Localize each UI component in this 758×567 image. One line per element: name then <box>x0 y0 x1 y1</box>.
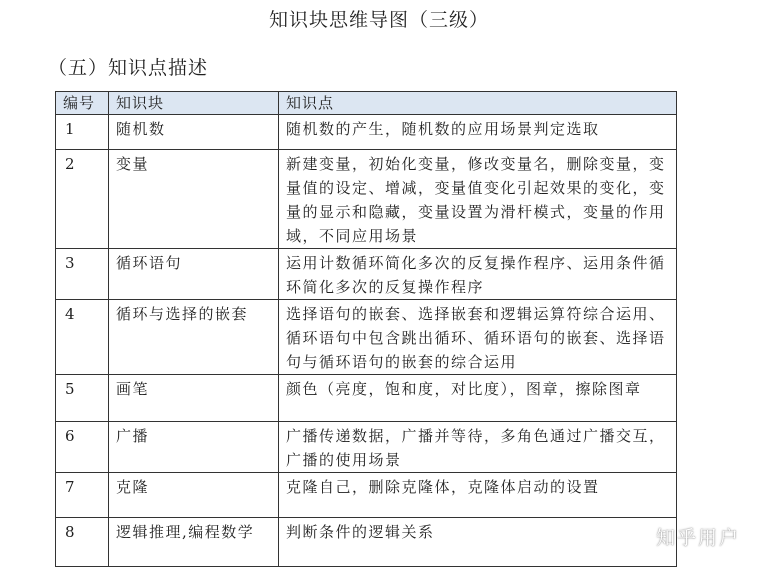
section-heading: （五）知识点描述 <box>48 57 209 79</box>
row-knowledge-block: 克隆 <box>109 473 279 518</box>
row-knowledge-point: 克隆自己，删除克隆体，克隆体启动的设置 <box>279 473 677 518</box>
header-knowledge-point: 知识点 <box>279 92 677 115</box>
table-row <box>56 300 677 375</box>
row-knowledge-block: 逻辑推理,编程数学 <box>109 518 279 567</box>
table-header-row <box>56 92 677 115</box>
row-knowledge-block: 随机数 <box>109 115 279 150</box>
table-row <box>56 422 677 473</box>
watermark: 知乎用户 <box>655 527 740 549</box>
row-number: 2 <box>56 150 109 249</box>
table-row <box>56 150 677 249</box>
row-knowledge-block: 循环与选择的嵌套 <box>109 300 279 375</box>
row-knowledge-point: 随机数的产生，随机数的应用场景判定选取 <box>279 115 677 150</box>
row-knowledge-block: 广播 <box>109 422 279 473</box>
row-knowledge-block: 变量 <box>109 150 279 249</box>
row-knowledge-point: 新建变量，初始化变量，修改变量名，删除变量，变量值的设定、增减，变量值变化引起效果的变化，变量的显示和隐藏，变量设置为滑杆模式，变量的作用域，不同应用场景 <box>279 150 677 249</box>
row-number: 4 <box>56 300 109 375</box>
row-number: 8 <box>56 518 109 567</box>
header-number: 编号 <box>56 92 109 115</box>
row-number: 5 <box>56 375 109 422</box>
table-row <box>56 249 677 300</box>
row-knowledge-point: 颜色（亮度，饱和度，对比度），图章，擦除图章 <box>279 375 677 422</box>
row-knowledge-point: 判断条件的逻辑关系 <box>279 518 677 567</box>
row-knowledge-block: 画笔 <box>109 375 279 422</box>
table-row <box>56 473 677 518</box>
table-row <box>56 518 677 567</box>
row-knowledge-point: 运用计数循环简化多次的反复操作程序、运用条件循环简化多次的反复操作程序 <box>279 249 677 300</box>
row-knowledge-block: 循环语句 <box>109 249 279 300</box>
row-number: 3 <box>56 249 109 300</box>
row-knowledge-point: 广播传递数据，广播并等待，多角色通过广播交互，广播的使用场景 <box>279 422 677 473</box>
table-row <box>56 115 677 150</box>
row-number: 7 <box>56 473 109 518</box>
row-number: 6 <box>56 422 109 473</box>
row-knowledge-point: 选择语句的嵌套、选择嵌套和逻辑运算符综合运用、循环语句中包含跳出循环、循环语句的嵌套、选择语句与循环语句的嵌套的综合运用 <box>279 300 677 375</box>
document-title: 知识块思维导图（三级） <box>268 9 489 31</box>
row-number: 1 <box>56 115 109 150</box>
header-knowledge-block: 知识块 <box>109 92 279 115</box>
knowledge-points-table <box>55 91 677 567</box>
table-row <box>56 375 677 422</box>
